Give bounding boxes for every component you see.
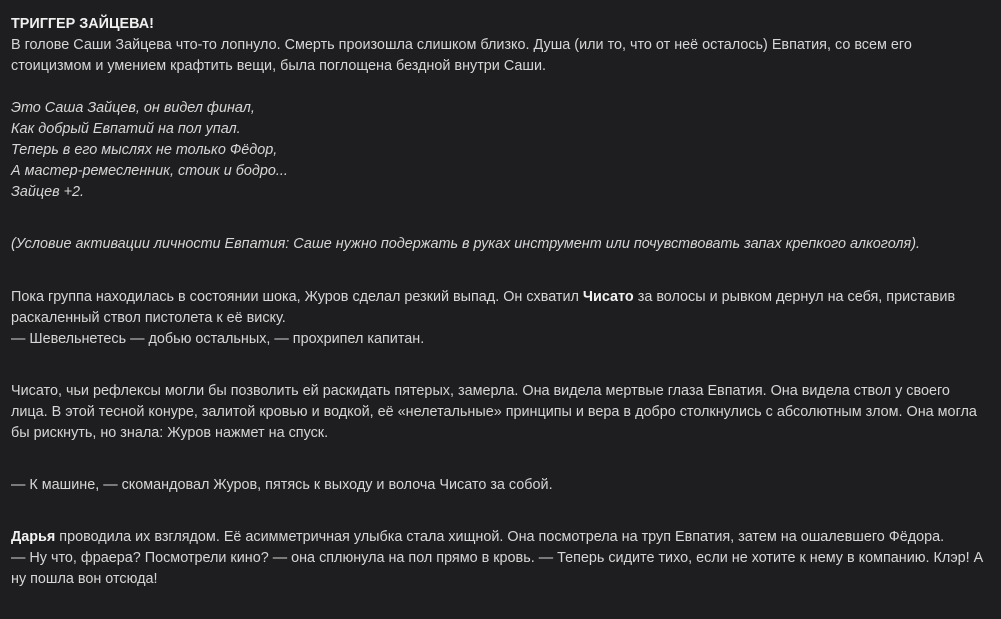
story-paragraph: — К машине, — скомандовал Журов, пятясь к выходу и волоча Чисато за собой. (11, 477, 553, 493)
intro-paragraph: В голове Саши Зайцева что-то лопнуло. Смерть произошла слишком близко. Душа (или то, что от неё осталось) Евпатия, со всем его стоицизмом и умением крафтить вещи, была поглощена бездной внутри Саши. (11, 37, 912, 74)
paragraph-text: за волосы и рывком дернул на себя, приставив раскаленный ствол пистолета к её виску. (11, 289, 956, 326)
poem-line: Теперь в его мыслях не только Фёдор, (11, 142, 278, 158)
dialog-line: — Шевельнетесь — добью остальных, — прохрипел капитан. (11, 331, 425, 347)
story-paragraph (11, 287, 989, 350)
character-name-chisato: Чисато (582, 289, 634, 305)
dialog-line: — Ну что, фраера? Посмотрели кино? — она сплюнула на пол прямо в кровь. — Теперь сидите тихо, если не хотите к нему в компанию. Клэр! А ну пошла вон отсюда! (11, 550, 984, 587)
chapter-title: ТРИГГЕР ЗАЙЦЕВА! (11, 16, 154, 32)
poem-line: Зайцев +2. (11, 184, 84, 200)
poem (11, 98, 989, 203)
poem-line: А мастер-ремесленник, стоик и бодро... (11, 163, 288, 179)
paragraph-text: Пока группа находилась в состоянии шока, Журов сделал резкий выпад. Он схватил (11, 289, 583, 305)
poem-line: Это Саша Зайцев, он видел финал, (11, 100, 255, 116)
story-paragraph (11, 527, 989, 590)
activation-condition: (Условие активации личности Евпатия: Саше нужно подержать в руках инструмент или почувствовать запах крепкого алкоголя). (11, 236, 920, 252)
story-paragraph: Чисато, чьи рефлексы могли бы позволить ей раскидать пятерых, замерла. Она видела мертвые глаза Евпатия. Она видела ствол у своего лица. В этой тесной конуре, залитой кровью и водкой, её «нелетальные» принципы и вера в добро столкнулись с абсолютным злом. Она могла бы рискнуть, но знала: Журов нажмет на спуск. (11, 383, 977, 441)
poem-line: Как добрый Евпатий на пол упал. (11, 121, 241, 137)
paragraph-text: проводила их взглядом. Её асимметричная улыбка стала хищной. Она посмотрела на труп Евпатия, затем на ошалевшего Фёдора. (55, 529, 945, 545)
character-name-darya: Дарья (11, 529, 56, 545)
